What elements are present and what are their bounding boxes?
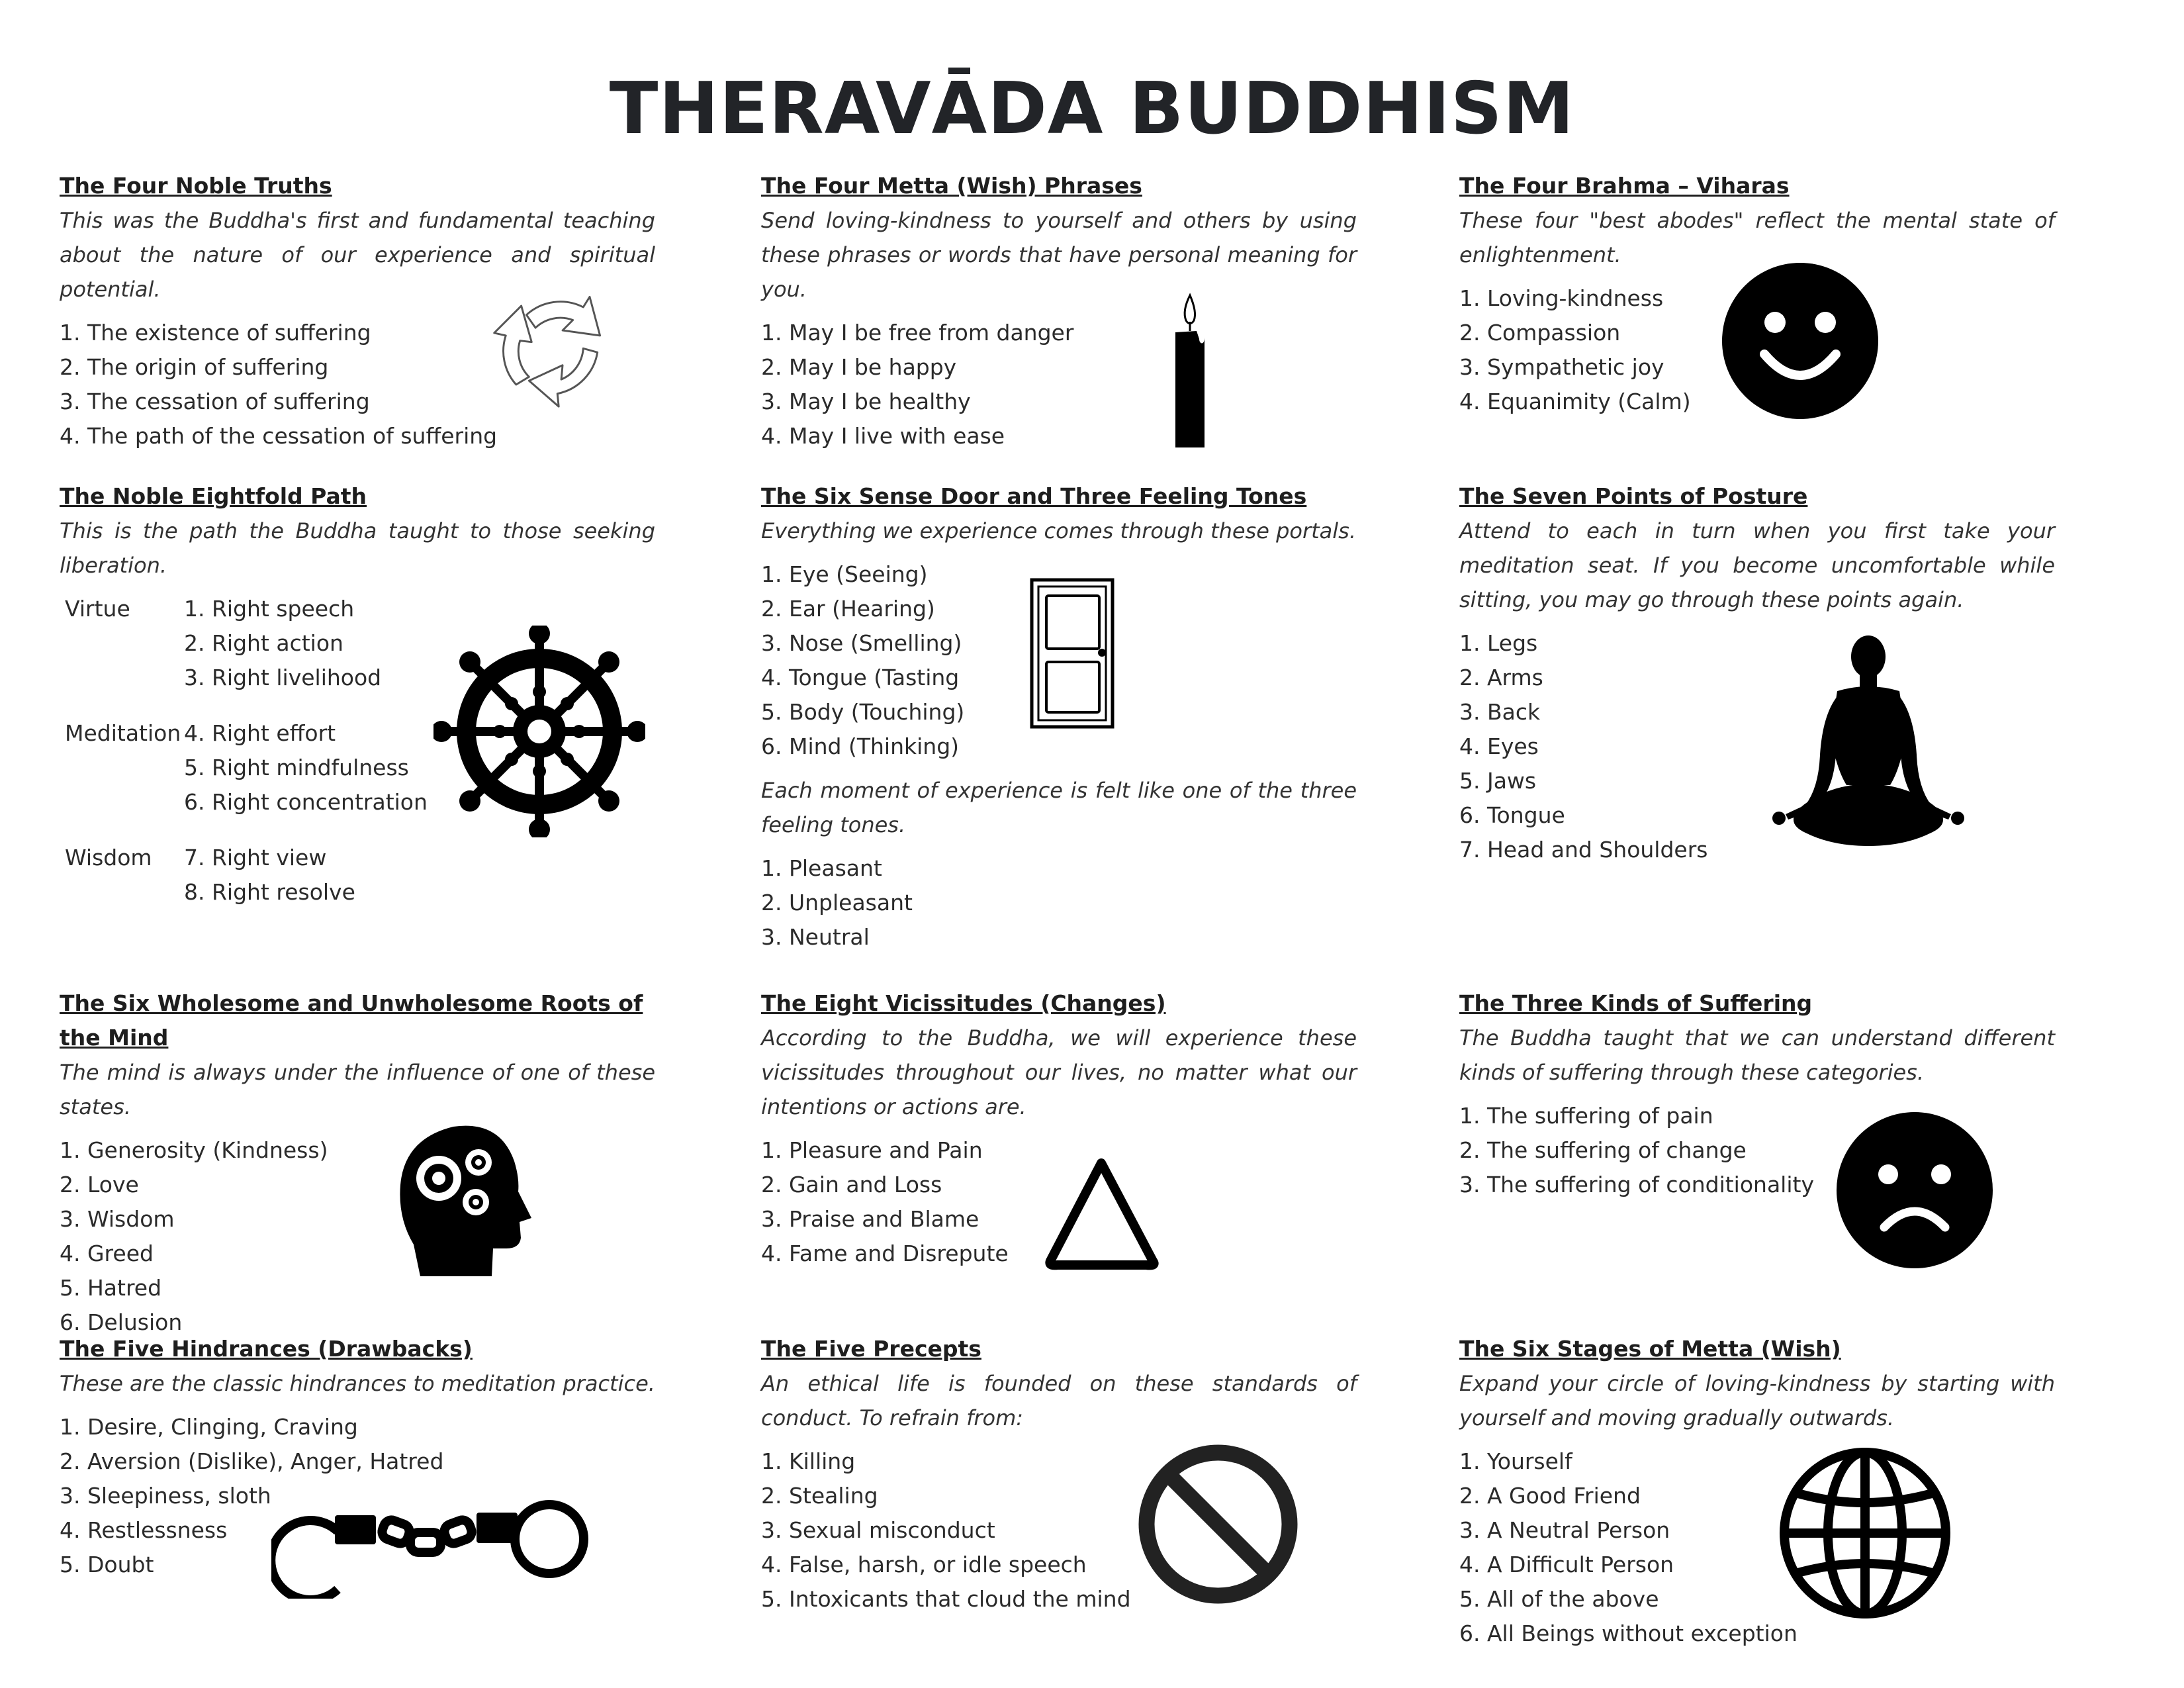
list-item: 4. Tongue (Tasting [761, 665, 960, 690]
list-item: 7. Right view [184, 845, 327, 870]
list-item: 6. Right concentration [184, 789, 428, 815]
section-six-roots [60, 986, 655, 1340]
list-item: 1. Legs [1459, 630, 1538, 656]
list-item: 2. Arms [1459, 665, 1543, 690]
list-item: 5. All of the above [1459, 1586, 1659, 1612]
list-item: 6. Tongue [1459, 802, 1565, 828]
list-item: 2. Stealing [761, 1483, 878, 1509]
list-item: 6. Mind (Thinking) [761, 733, 960, 759]
section-description: The mind is always under the influence of one of these states. [60, 1060, 655, 1119]
section-list [1459, 1444, 2055, 1651]
section-list-feeling-tones [761, 851, 1357, 955]
section-description: Everything we experience comes through these portals. [761, 518, 1357, 543]
section-title: The Four Brahma – Viharas [1459, 173, 1790, 199]
list-item: 1. Desire, Clinging, Craving [60, 1414, 358, 1440]
list-item: 1. Eye (Seeing) [761, 561, 928, 587]
list-item: 1. Killing [761, 1448, 856, 1474]
candle-icon [1170, 291, 1210, 450]
list-item: 5. Right mindfulness [184, 755, 409, 780]
list-item: 1. Generosity (Kindness) [60, 1137, 328, 1163]
list-item: 7. Head and Shoulders [1459, 837, 1708, 863]
list-item: 2. Unpleasant [761, 890, 913, 915]
section-title: The Four Metta (Wish) Phrases [761, 173, 1142, 199]
list-item: 6. Delusion [60, 1309, 183, 1335]
prohibited-sign-icon [1137, 1443, 1299, 1605]
section-description: An ethical life is founded on these standards of conduct. To refrain from: [761, 1371, 1357, 1430]
section-title: The Three Kinds of Suffering [1459, 990, 1813, 1016]
list-item: 1. The existence of suffering [60, 320, 371, 346]
group-label: Meditation [65, 720, 181, 746]
list-item: 3. Wisdom [60, 1206, 175, 1232]
section-description: Send loving-kindness to yourself and others by using these phrases or words that have personal meaning for you. [761, 208, 1357, 302]
list-item: 2. A Good Friend [1459, 1483, 1641, 1509]
section-description: This was the Buddha's first and fundamental teaching about the nature of our experience and spiritual potential. [60, 208, 655, 302]
recycle-arrows-icon [486, 278, 615, 414]
sad-face-icon [1835, 1111, 1994, 1270]
list-item: 4. Eyes [1459, 733, 1539, 759]
list-item: 2. Gain and Loss [761, 1172, 942, 1197]
list-item: 2. The suffering of change [1459, 1137, 1747, 1163]
section-title: The Four Noble Truths [60, 173, 332, 199]
section-title: The Seven Points of Posture [1459, 483, 1808, 509]
list-item: 2. Ear (Hearing) [761, 596, 935, 622]
list-item: 3. Praise and Blame [761, 1206, 979, 1232]
list-item: 6. All Beings without exception [1459, 1620, 1797, 1646]
section-list [60, 1133, 655, 1340]
list-item: 2. Aversion (Dislike), Anger, Hatred [60, 1448, 444, 1474]
list-item: 2. Compassion [1459, 320, 1621, 346]
list-item: 2. The origin of suffering [60, 354, 329, 380]
path-group-wisdom [65, 841, 655, 910]
list-item: 3. Neutral [761, 924, 870, 950]
list-item: 3. Back [1459, 699, 1541, 725]
list-item: 5. Intoxicants that cloud the mind [761, 1586, 1131, 1612]
list-item: 4. False, harsh, or idle speech [761, 1552, 1087, 1577]
globe-icon [1778, 1446, 1952, 1620]
page-title: THERAVĀDA BUDDHISM [609, 68, 1575, 150]
list-item: 8. Right resolve [184, 879, 355, 905]
list-item: 4. Fame and Disrepute [761, 1241, 1009, 1266]
section-description: This is the path the Buddha taught to those seeking liberation. [60, 518, 655, 578]
group-label: Wisdom [65, 845, 152, 870]
list-item: 1. Pleasant [761, 855, 882, 881]
list-item: 3. May I be healthy [761, 389, 971, 414]
list-item: 5. Jaws [1459, 768, 1537, 794]
list-item: 5. Hatred [60, 1275, 162, 1301]
section-title: The Noble Eightfold Path [60, 483, 367, 509]
section-list [761, 316, 1357, 453]
section-title: The Eight Vicissitudes (Changes) [761, 990, 1166, 1016]
list-item: 4. Restlessness [60, 1517, 228, 1543]
list-item: 3. Right livelihood [184, 665, 382, 690]
section-subdescription: Each moment of experience is felt like one of the three feeling tones. [761, 778, 1357, 837]
list-item: 3. The cessation of suffering [60, 389, 370, 414]
group-label: Virtue [65, 596, 130, 622]
dharma-wheel-icon [433, 626, 645, 837]
section-four-metta-phrases [761, 169, 1357, 453]
list-item: 1. Right speech [184, 596, 355, 622]
head-gears-icon [394, 1119, 533, 1278]
list-item: 2. Right action [184, 630, 343, 656]
list-item: 4. Right effort [184, 720, 336, 746]
smiley-face-icon [1721, 261, 1880, 420]
list-item: 3. Nose (Smelling) [761, 630, 962, 656]
list-item: 1. May I be free from danger [761, 320, 1074, 346]
section-title: The Six Sense Door and Three Feeling Tones [761, 483, 1307, 509]
handcuffs-icon [271, 1493, 596, 1599]
list-item: 3. Sympathetic joy [1459, 354, 1664, 380]
list-item: 5. Body (Touching) [761, 699, 965, 725]
list-item: 4. Greed [60, 1241, 154, 1266]
list-item: 4. Equanimity (Calm) [1459, 389, 1691, 414]
list-item: 3. Sexual misconduct [761, 1517, 995, 1543]
list-item: 3. Sleepiness, sloth [60, 1483, 271, 1509]
list-item: 3. A Neutral Person [1459, 1517, 1670, 1543]
list-item: 1. Pleasure and Pain [761, 1137, 983, 1163]
list-item: 2. Love [60, 1172, 139, 1197]
section-description: These are the classic hindrances to meditation practice. [60, 1371, 655, 1396]
section-six-stages-metta [1459, 1332, 2055, 1651]
list-item: 5. Doubt [60, 1552, 154, 1577]
section-description: These four "best abodes" reflect the mental state of enlightenment. [1459, 208, 2055, 267]
section-title: The Six Wholesome and Unwholesome Roots of the Mind [60, 990, 643, 1051]
section-title: The Six Stages of Metta (Wish) [1459, 1336, 1841, 1362]
triangle-delta-icon [1040, 1155, 1163, 1271]
section-description: Expand your circle of loving-kindness by starting with yourself and moving gradually outwards. [1459, 1371, 2055, 1430]
list-item: 4. The path of the cessation of suffering [60, 423, 498, 449]
section-description: Attend to each in turn when you first take your meditation seat. If you become uncomfortable while sitting, you may go through these points again. [1459, 518, 2055, 612]
list-item: 3. The suffering of conditionality [1459, 1172, 1814, 1197]
meditating-person-icon [1759, 635, 1978, 854]
section-title: The Five Precepts [761, 1336, 981, 1362]
list-item: 1. Loving-kindness [1459, 285, 1664, 311]
section-title: The Five Hindrances (Drawbacks) [60, 1336, 473, 1362]
door-icon [1029, 577, 1115, 729]
list-item: 4. A Difficult Person [1459, 1552, 1674, 1577]
list-item: 2. May I be happy [761, 354, 957, 380]
section-description: The Buddha taught that we can understand different kinds of suffering through these categories. [1459, 1025, 2055, 1085]
section-description: According to the Buddha, we will experience these vicissitudes throughout our lives, no matter what our intentions or actions are. [761, 1025, 1357, 1119]
list-item: 4. May I live with ease [761, 423, 1005, 449]
list-item: 1. Yourself [1459, 1448, 1572, 1474]
list-item: 1. The suffering of pain [1459, 1103, 1713, 1129]
